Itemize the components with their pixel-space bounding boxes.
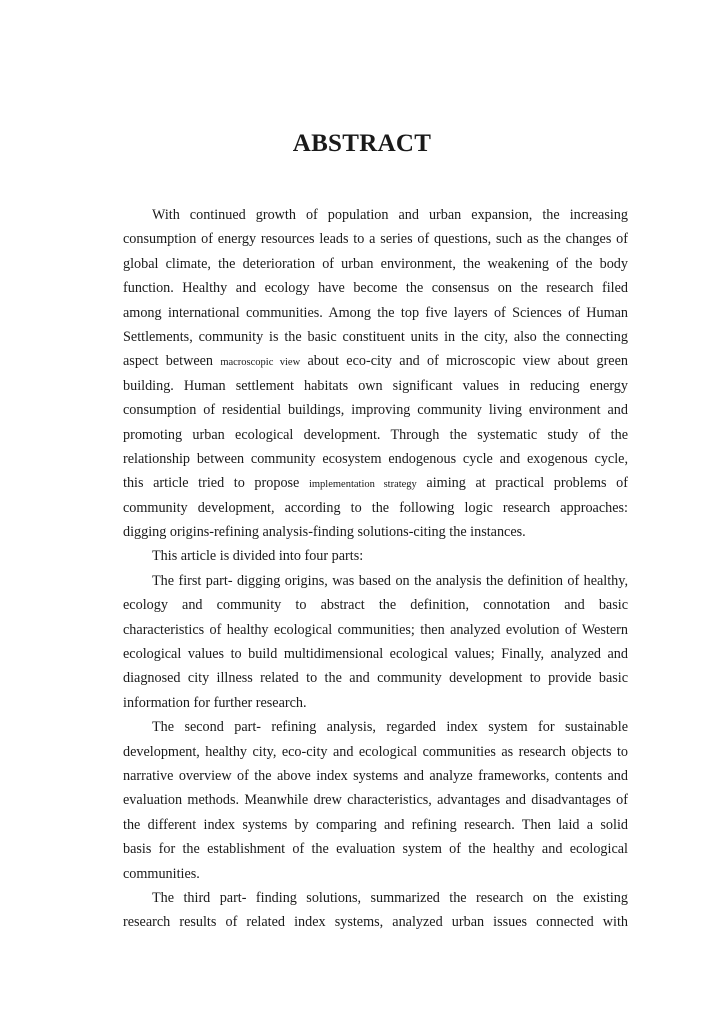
- small-text-segment: implementation strategy: [308, 479, 417, 491]
- text-segment: aspect between: [123, 353, 221, 370]
- text-line: [123, 349, 628, 373]
- small-text-segment: macroscopic view: [220, 357, 301, 369]
- text-line: diagnosed city illness related to the and community development to provide basic: [123, 670, 628, 687]
- text-line: The first part- digging origins, was based on the analysis the definition of healthy,: [152, 572, 628, 589]
- text-line: relationship between community ecosystem endogenous cycle and exogenous cycle,: [123, 450, 628, 467]
- text-line: function. Healthy and ecology have become the consensus on the research filed: [123, 280, 628, 297]
- text-line: [123, 471, 628, 495]
- text-line: narrative overview of the above index systems and analyze frameworks, contents and: [123, 767, 628, 784]
- text-line: community development, according to the following logic research approaches:: [123, 499, 628, 516]
- text-line: among international communities. Among the top five layers of Sciences of Human: [123, 304, 628, 321]
- text-line: the different index systems by comparing and refining research. Then laid a solid: [123, 816, 628, 833]
- text-line: global climate, the deterioration of urban environment, the weakening of the body: [123, 255, 628, 272]
- text-line: development, healthy city, eco-city and ecological communities as research objects to: [123, 743, 628, 760]
- text-line: The second part- refining analysis, regarded index system for sustainable: [152, 719, 628, 736]
- text-line: communities.: [123, 865, 200, 882]
- text-line: promoting urban ecological development. Through the systematic study of the: [123, 426, 628, 443]
- page-title: ABSTRACT: [292, 130, 432, 157]
- text-line: consumption of energy resources leads to a series of questions, such as the changes of: [123, 231, 628, 248]
- abstract-body: [123, 203, 628, 935]
- text-segment: about eco-city and of microscopic view about green: [300, 353, 628, 370]
- text-line: digging origins-refining analysis-finding solutions-citing the instances.: [123, 524, 526, 541]
- text-line: ecological values to build multidimensional ecological values; Finally, analyzed and: [123, 646, 628, 663]
- text-line: basis for the establishment of the evaluation system of the healthy and ecological: [123, 841, 628, 858]
- text-line: evaluation methods. Meanwhile drew characteristics, advantages and disadvantages of: [123, 792, 628, 809]
- text-segment: this article tried to propose: [123, 475, 309, 492]
- text-line: information for further research.: [123, 694, 307, 711]
- text-segment: aiming at practical problems of: [416, 475, 628, 492]
- text-line: This article is divided into four parts:: [152, 548, 364, 565]
- text-line: ecology and community to abstract the definition, connotation and basic: [123, 597, 628, 614]
- text-line: The third part- finding solutions, summarized the research on the existing: [152, 889, 628, 906]
- text-line: Settlements, community is the basic constituent units in the city, also the connecting: [123, 328, 628, 345]
- text-line: building. Human settlement habitats own significant values in reducing energy: [123, 377, 628, 394]
- text-line: With continued growth of population and urban expansion, the increasing: [152, 207, 628, 223]
- text-line: characteristics of healthy ecological communities; then analyzed evolution of Western: [123, 621, 628, 638]
- text-line: research results of related index systems, analyzed urban issues connected with: [123, 914, 628, 931]
- text-line: consumption of residential buildings, improving community living environment and: [123, 402, 628, 419]
